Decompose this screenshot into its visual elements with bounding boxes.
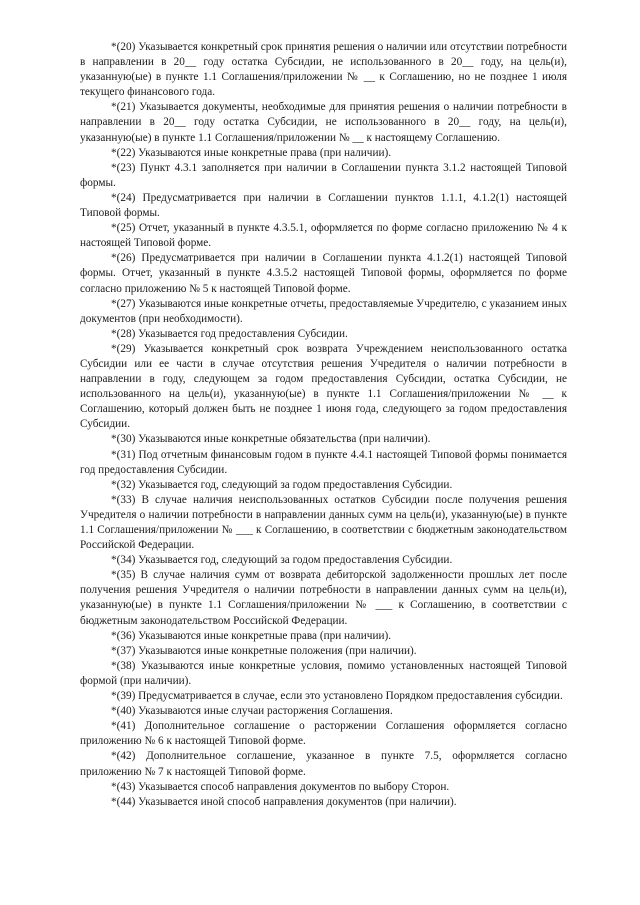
footnote-23: *(23) Пункт 4.3.1 заполняется при наличии в Соглашении пункта 3.1.2 настоящей Типовой формы. (80, 161, 567, 189)
footnote-42: *(42) Дополнительное соглашение, указанное в пункте 7.5, оформляется согласно приложению № 7 к настоящей Типовой форме. (80, 750, 567, 778)
footnote-32: *(32) Указывается год, следующий за годом предоставления Субсидии. (111, 478, 453, 491)
footnote-37: *(37) Указываются иные конкретные положения (при наличии). (111, 644, 417, 657)
footnote-22: *(22) Указываются иные конкретные права (при наличии). (111, 146, 392, 159)
footnotes-block (80, 40, 567, 810)
footnote-27: *(27) Указываются иные конкретные отчеты, предоставляемые Учредителю, с указанием иных документов (при необходимости). (80, 297, 567, 325)
footnote-24: *(24) Предусматривается при наличии в Соглашении пунктов 1.1.1, 4.1.2(1) настоящей Типовой формы. (80, 191, 567, 220)
footnote-34: *(34) Указывается год, следующий за годом предоставления Субсидии. (111, 554, 453, 567)
footnote-28: *(28) Указывается год предоставления Субсидии. (111, 327, 348, 340)
footnote-20: *(20) Указывается конкретный срок принятия решения о наличии или отсутствии потребности в направлении в 20__ году остатка Субсидии, не использованного в 20__ году, на цель(и), указанную(ые) в пункте 1.1 Соглашения/приложении № __ к Соглашению, но не позднее 1 июля текущего финансового года. (80, 41, 567, 99)
footnote-38: *(38) Указываются иные конкретные условия, помимо установленных настоящей Типовой формой (при наличии). (80, 659, 567, 687)
footnote-25: *(25) Отчет, указанный в пункте 4.3.5.1, оформляется по форме согласно приложению № 4 к настоящей Типовой форме. (80, 222, 567, 250)
footnote-40: *(40) Указываются иные случаи расторжения Соглашения. (111, 705, 393, 718)
footnote-41: *(41) Дополнительное соглашение о расторжении Соглашения оформляется согласно приложению № 6 к настоящей Типовой форме. (80, 720, 567, 748)
footnote-35: *(35) В случае наличия сумм от возврата дебиторской задолженности прошлых лет после получения решения Учредителя о наличии потребности в направлении данных сумм на цель(и), указанную(ые) в пункте 1.1 Соглашения/приложении № ___ к Соглашению, в соответствии с бюджетным законодательством Российской Федерации. (80, 569, 567, 627)
footnote-43: *(43) Указывается способ направления документов по выбору Сторон. (111, 780, 450, 793)
footnote-44: *(44) Указывается иной способ направления документов (при наличии). (111, 795, 457, 808)
footnote-33: *(33) В случае наличия неиспользованных остатков Субсидии после получения решения Учредителя о наличии потребности в направлении данных сумм на цель(и), указанную(ые) в пункте 1.1 Соглашения/приложении № ___ к Соглашению, в соответствии с бюджетным законодательством Российской Федерации. (80, 493, 567, 552)
footnote-26: *(26) Предусматривается при наличии в Соглашении пункта 4.1.2(1) настоящей Типовой формы. Отчет, указанный в пункте 4.3.5.2 настоящей Типовой формы, оформляется по форме согласно приложению № 5 к настоящей Типовой форме. (80, 252, 567, 295)
footnote-21: *(21) Указывается документы, необходимые для принятия решения о наличии потребности в направлении в 20__ году остатка Субсидии, не использованного в 20__ году, на цель(и), указанную(ые) в пункте 1.1 Соглашения/приложении № __ к настоящему Соглашению. (80, 101, 567, 144)
footnote-29: *(29) Указывается конкретный срок возврата Учреждением неиспользованного остатка Субсидии или ее части в случае отсутствия решения Учредителя о наличии потребности в направлении в году, следующем за годом предоставления Субсидии, остатка Субсидии, не использованного на цель(и), указанную(ые) в пункте 1.1 Соглашения/приложении № __ к Соглашению, который должен быть не позднее 1 июня года, следующего за годом предоставления Субсидии. (80, 342, 567, 431)
footnote-30: *(30) Указываются иные конкретные обязательства (при наличии). (111, 433, 431, 446)
footnote-36: *(36) Указываются иные конкретные права (при наличии). (111, 629, 392, 642)
footnote-31: *(31) Под отчетным финансовым годом в пункте 4.4.1 настоящей Типовой формы понимается год предоставления Субсидии. (80, 448, 567, 476)
footnote-39: *(39) Предусматривается в случае, если это установлено Порядком предоставления субсидии. (111, 690, 563, 703)
